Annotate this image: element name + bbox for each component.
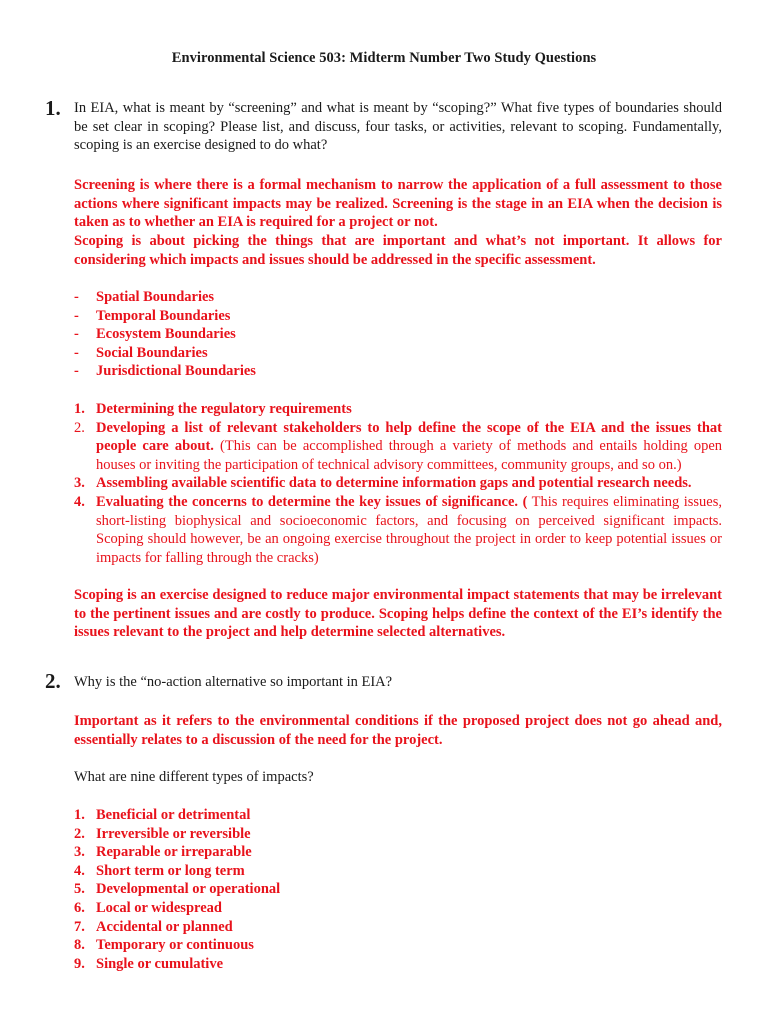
scoping-tasks-list: [74, 400, 722, 567]
list-marker: 7.: [74, 918, 85, 935]
question-2-text: Why is the “no-action alternative so important in EIA?: [74, 674, 393, 690]
list-marker: 1.: [74, 807, 85, 823]
list-item: 2. Irreversible or reversible: [74, 825, 251, 842]
list-marker: 8.: [74, 937, 85, 954]
screening-answer: Screening is where there is a formal mechanism to narrow the application of a full assessment to those actions where significant impacts may be realized. Screening is the stage in an EIA when the decision is taken as to whether an EIA is required for a project or not.: [74, 177, 722, 231]
boundaries-list: [74, 288, 722, 381]
list-item: - Social Boundaries: [74, 344, 208, 361]
no-action-answer: Important as it refers to the environmental conditions if the proposed project does not go ahead and, essentially relates to a discussion of the need for the project.: [74, 713, 722, 748]
list-marker: -: [74, 344, 79, 361]
list-marker: 4.: [74, 862, 85, 879]
list-item: - Spatial Boundaries: [74, 289, 215, 305]
list-item: 7. Accidental or planned: [74, 918, 233, 935]
list-marker: -: [74, 363, 79, 380]
list-marker: 6.: [74, 899, 85, 916]
list-item: 6. Local or widespread: [74, 899, 222, 916]
list-item: - Temporal Boundaries: [74, 307, 231, 324]
list-marker: -: [74, 307, 79, 324]
scoping-conclusion: Scoping is an exercise designed to reduce major environmental impact statements that may be irrelevant to the pertinent issues and are costly to produce. Scoping helps define the context of the EI’s identify the issues relevant to the project and help determine selected alternatives.: [74, 587, 722, 641]
list-marker: 1.: [74, 401, 85, 417]
list-item: 1. Beneficial or detrimental: [74, 807, 251, 823]
impacts-list: [74, 806, 722, 973]
list-item: 5. Developmental or operational: [74, 881, 281, 898]
question-2-number: 2.: [45, 669, 61, 693]
list-item: 4. Short term or long term: [74, 862, 245, 879]
list-item: - Ecosystem Boundaries: [74, 326, 236, 343]
list-item: 4. Evaluating the concerns to determine the key issues of significance. ( This requires eliminating issues, short-listing biophysical and socioeconomic factors, and focusing on perceived significant impacts. Scoping should however, be an ongoing exercise throughout the project in order to keep potential issues or impacts for falling through the cracks): [74, 493, 723, 566]
list-marker: 4.: [74, 493, 85, 510]
list-marker: 3.: [74, 844, 85, 861]
list-item: 3. Assembling available scientific data to determine information gaps and potential research needs.: [74, 475, 692, 492]
list-item: - Jurisdictional Boundaries: [74, 363, 256, 380]
list-marker: -: [74, 289, 79, 305]
list-marker: 2.: [74, 419, 85, 436]
list-item: 2. Developing a list of relevant stakeholders to help define the scope of the EIA and the issues that people care about. (This can be accomplished through a variety of methods and entails holding open houses or inviting the participation of technical advisory committees, community groups, and so on.): [74, 419, 723, 473]
list-item: 9. Single or cumulative: [74, 955, 224, 972]
list-item: 1. Determining the regulatory requirements: [74, 401, 352, 417]
impacts-question: What are nine different types of impacts?: [74, 769, 314, 785]
list-marker: 3.: [74, 475, 85, 492]
list-marker: -: [74, 326, 79, 343]
question-1-text: In EIA, what is meant by “screening” and what is meant by “scoping?” What five types of boundaries should be set clear in scoping? Please list, and discuss, four tasks, or activities, relevant to scoping. Fundamentally, scoping is an exercise designed to do what?: [74, 100, 722, 154]
document-title: Environmental Science 503: Midterm Number Two Study Questions: [171, 50, 597, 66]
list-marker: 9.: [74, 955, 85, 972]
list-item: 3. Reparable or irreparable: [74, 844, 252, 861]
list-marker: 2.: [74, 825, 85, 842]
scoping-answer: Scoping is about picking the things that are important and what’s not important. It allows for considering which impacts and issues should be addressed in the specific assessment.: [74, 233, 722, 268]
list-item: 8. Temporary or continuous: [74, 937, 254, 954]
question-1-number: 1.: [45, 96, 61, 120]
list-marker: 5.: [74, 881, 85, 898]
